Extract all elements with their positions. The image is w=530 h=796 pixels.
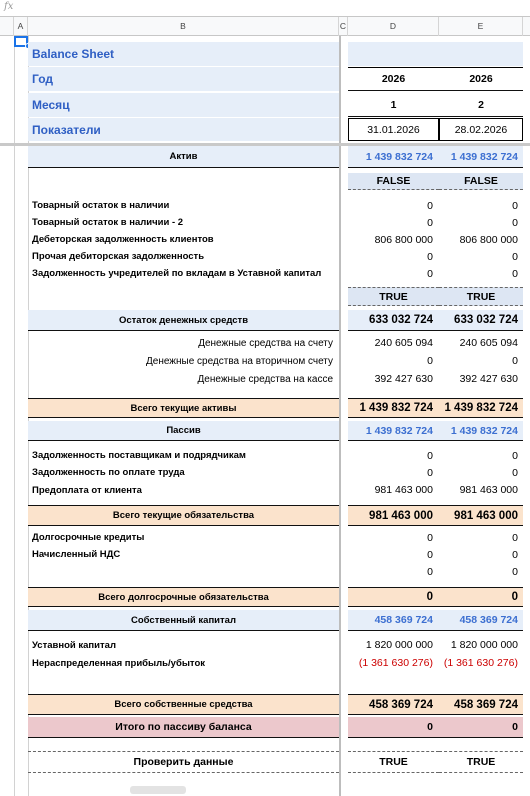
cash-value-jan[interactable]: 633 032 724	[348, 310, 439, 331]
asset-item-value-feb[interactable]: 0	[512, 216, 518, 229]
liability-item-value-feb[interactable]: 981 463 000	[459, 484, 518, 496]
asset-item-label[interactable]: Товарный остаток в наличии	[32, 200, 170, 211]
column-header-e[interactable]: E	[439, 17, 523, 36]
liability-item-label[interactable]: Задолженность по оплате труда	[32, 467, 185, 478]
asset-item-value-feb[interactable]: 0	[512, 199, 518, 212]
liabilities-value-feb[interactable]: 1 439 832 724	[439, 421, 523, 441]
column-headers	[0, 17, 530, 36]
cash-flag-jan[interactable]: TRUE	[348, 287, 439, 306]
assets-label[interactable]: Актив	[28, 146, 339, 168]
liability-item-value-jan[interactable]: 0	[427, 449, 433, 462]
cash-flag-feb[interactable]: TRUE	[439, 287, 523, 306]
asset-item-label[interactable]: Дебеторская задолженность клиентов	[32, 234, 214, 245]
equity-item-label[interactable]: Нераспределенная прибыль/убыток	[32, 657, 206, 669]
total-current-liabilities-feb[interactable]: 981 463 000	[439, 505, 523, 526]
total-equity-feb[interactable]: 458 369 724	[439, 694, 523, 715]
total-current-liabilities-label[interactable]: Всего текущие обязательства	[28, 505, 339, 526]
liability-item-value-jan[interactable]: 0	[427, 466, 433, 479]
check-value-feb[interactable]: TRUE	[439, 751, 523, 773]
horizontal-scrollbar[interactable]	[130, 786, 186, 794]
date-jan[interactable]: 31.01.2026	[348, 118, 439, 141]
assets-flag-feb[interactable]: FALSE	[439, 173, 523, 190]
total-longterm-label[interactable]: Всего долгосрочные обязательства	[28, 587, 339, 607]
asset-item-value-feb[interactable]: 0	[512, 267, 518, 280]
liability-item-value-jan[interactable]: 981 463 000	[374, 484, 433, 496]
column-header-corner[interactable]	[0, 17, 14, 36]
longterm-item-value-feb[interactable]: 0	[512, 531, 518, 544]
total-longterm-feb[interactable]: 0	[439, 587, 523, 607]
month-value-feb[interactable]: 2	[439, 93, 523, 117]
equity-label[interactable]: Собственный капитал	[28, 610, 339, 631]
cash-item-label[interactable]: Денежные средства на счету	[198, 337, 333, 349]
month-label[interactable]: Месяц	[28, 93, 339, 117]
liability-item-value-feb[interactable]: 0	[512, 449, 518, 462]
asset-item-value-jan[interactable]: 0	[427, 250, 433, 263]
longterm-item-label[interactable]: Начисленный НДС	[32, 549, 121, 560]
total-longterm-jan[interactable]: 0	[348, 587, 439, 607]
equity-value-feb[interactable]: 458 369 724	[439, 610, 523, 631]
total-equity-label[interactable]: Всего собственные средства	[28, 694, 339, 715]
month-value-jan[interactable]: 1	[348, 93, 439, 117]
column-header-d[interactable]: D	[348, 17, 439, 36]
cash-label[interactable]: Остаток денежных средств	[28, 310, 339, 331]
asset-item-label[interactable]: Задолженность учредителей по вкладам в Уставной капитал	[32, 268, 322, 279]
liabilities-value-jan[interactable]: 1 439 832 724	[348, 421, 439, 441]
longterm-item-value-jan[interactable]: 0	[427, 565, 433, 578]
asset-item-value-jan[interactable]: 0	[427, 216, 433, 229]
asset-item-value-feb[interactable]: 0	[512, 250, 518, 263]
liabilities-label[interactable]: Пассив	[28, 421, 339, 441]
asset-item-value-jan[interactable]: 0	[427, 199, 433, 212]
indicators-label[interactable]: Показатели	[28, 118, 339, 141]
balance-total-label[interactable]: Итого по пассиву баланса	[28, 717, 339, 738]
column-header-b[interactable]: B	[28, 17, 339, 36]
check-label[interactable]: Проверить данные	[28, 751, 339, 773]
equity-item-value-feb[interactable]: 1 820 000 000	[450, 639, 518, 651]
equity-value-jan[interactable]: 458 369 724	[348, 610, 439, 631]
total-current-assets-feb[interactable]: 1 439 832 724	[439, 398, 523, 418]
equity-item-value-jan[interactable]: (1 361 630 276)	[358, 657, 433, 669]
sheet-title[interactable]: Balance Sheet	[28, 42, 339, 66]
asset-item-value-jan[interactable]: 806 800 000	[374, 233, 433, 246]
balance-total-feb[interactable]: 0	[439, 717, 523, 738]
cash-item-value-feb[interactable]: 0	[512, 355, 518, 367]
assets-value-feb[interactable]: 1 439 832 724	[439, 146, 523, 168]
asset-item-label[interactable]: Товарный остаток в наличии - 2	[32, 217, 184, 228]
cash-item-label[interactable]: Денежные средства на вторичном счету	[145, 355, 333, 367]
total-current-assets-jan[interactable]: 1 439 832 724	[348, 398, 439, 418]
liability-item-value-feb[interactable]: 0	[512, 466, 518, 479]
asset-item-value-jan[interactable]: 0	[427, 267, 433, 280]
cash-item-label[interactable]: Денежные средства на кассе	[197, 373, 333, 385]
cash-item-value-feb[interactable]: 392 427 630	[459, 373, 518, 385]
column-header-a[interactable]: A	[14, 17, 28, 36]
equity-item-value-feb[interactable]: (1 361 630 276)	[443, 657, 518, 669]
assets-value-jan[interactable]: 1 439 832 724	[348, 146, 439, 168]
fx-icon: fx	[4, 1, 14, 12]
balance-total-jan[interactable]: 0	[348, 717, 439, 738]
equity-item-value-jan[interactable]: 1 820 000 000	[365, 639, 433, 651]
total-equity-jan[interactable]: 458 369 724	[348, 694, 439, 715]
longterm-item-label[interactable]: Долгосрочные кредиты	[32, 532, 145, 543]
longterm-item-label[interactable]	[28, 563, 339, 580]
cash-item-value-feb[interactable]: 240 605 094	[459, 337, 518, 349]
liability-item-label[interactable]: Предоплата от клиента	[32, 484, 142, 496]
year-value-feb[interactable]: 2026	[439, 67, 523, 91]
longterm-item-value-jan[interactable]: 0	[427, 531, 433, 544]
equity-item-label[interactable]: Уставной капитал	[32, 639, 116, 651]
check-value-jan[interactable]: TRUE	[348, 751, 439, 773]
longterm-item-value-feb[interactable]: 0	[512, 565, 518, 578]
cash-value-feb[interactable]: 633 032 724	[439, 310, 523, 331]
asset-item-value-feb[interactable]: 806 800 000	[459, 233, 518, 246]
total-current-assets-label[interactable]: Всего текущие активы	[28, 398, 339, 418]
column-header-c[interactable]: C	[339, 17, 348, 36]
spreadsheet-grid[interactable]	[0, 36, 530, 796]
assets-flag-jan[interactable]: FALSE	[348, 173, 439, 190]
longterm-item-value-jan[interactable]: 0	[427, 548, 433, 561]
date-feb[interactable]: 28.02.2026	[439, 118, 523, 141]
asset-item-label[interactable]: Прочая дебиторская задолженность	[32, 251, 205, 262]
year-value-jan[interactable]: 2026	[348, 67, 439, 91]
formula-bar[interactable]	[0, 0, 530, 17]
total-current-liabilities-jan[interactable]: 981 463 000	[348, 505, 439, 526]
longterm-item-value-feb[interactable]: 0	[512, 548, 518, 561]
liability-item-label[interactable]: Задолженность поставщикам и подрядчикам	[32, 450, 246, 461]
cash-item-value-jan[interactable]: 240 605 094	[374, 337, 433, 349]
year-label[interactable]: Год	[28, 67, 339, 91]
cash-item-value-jan[interactable]: 0	[427, 355, 433, 367]
cash-item-value-jan[interactable]: 392 427 630	[374, 373, 433, 385]
